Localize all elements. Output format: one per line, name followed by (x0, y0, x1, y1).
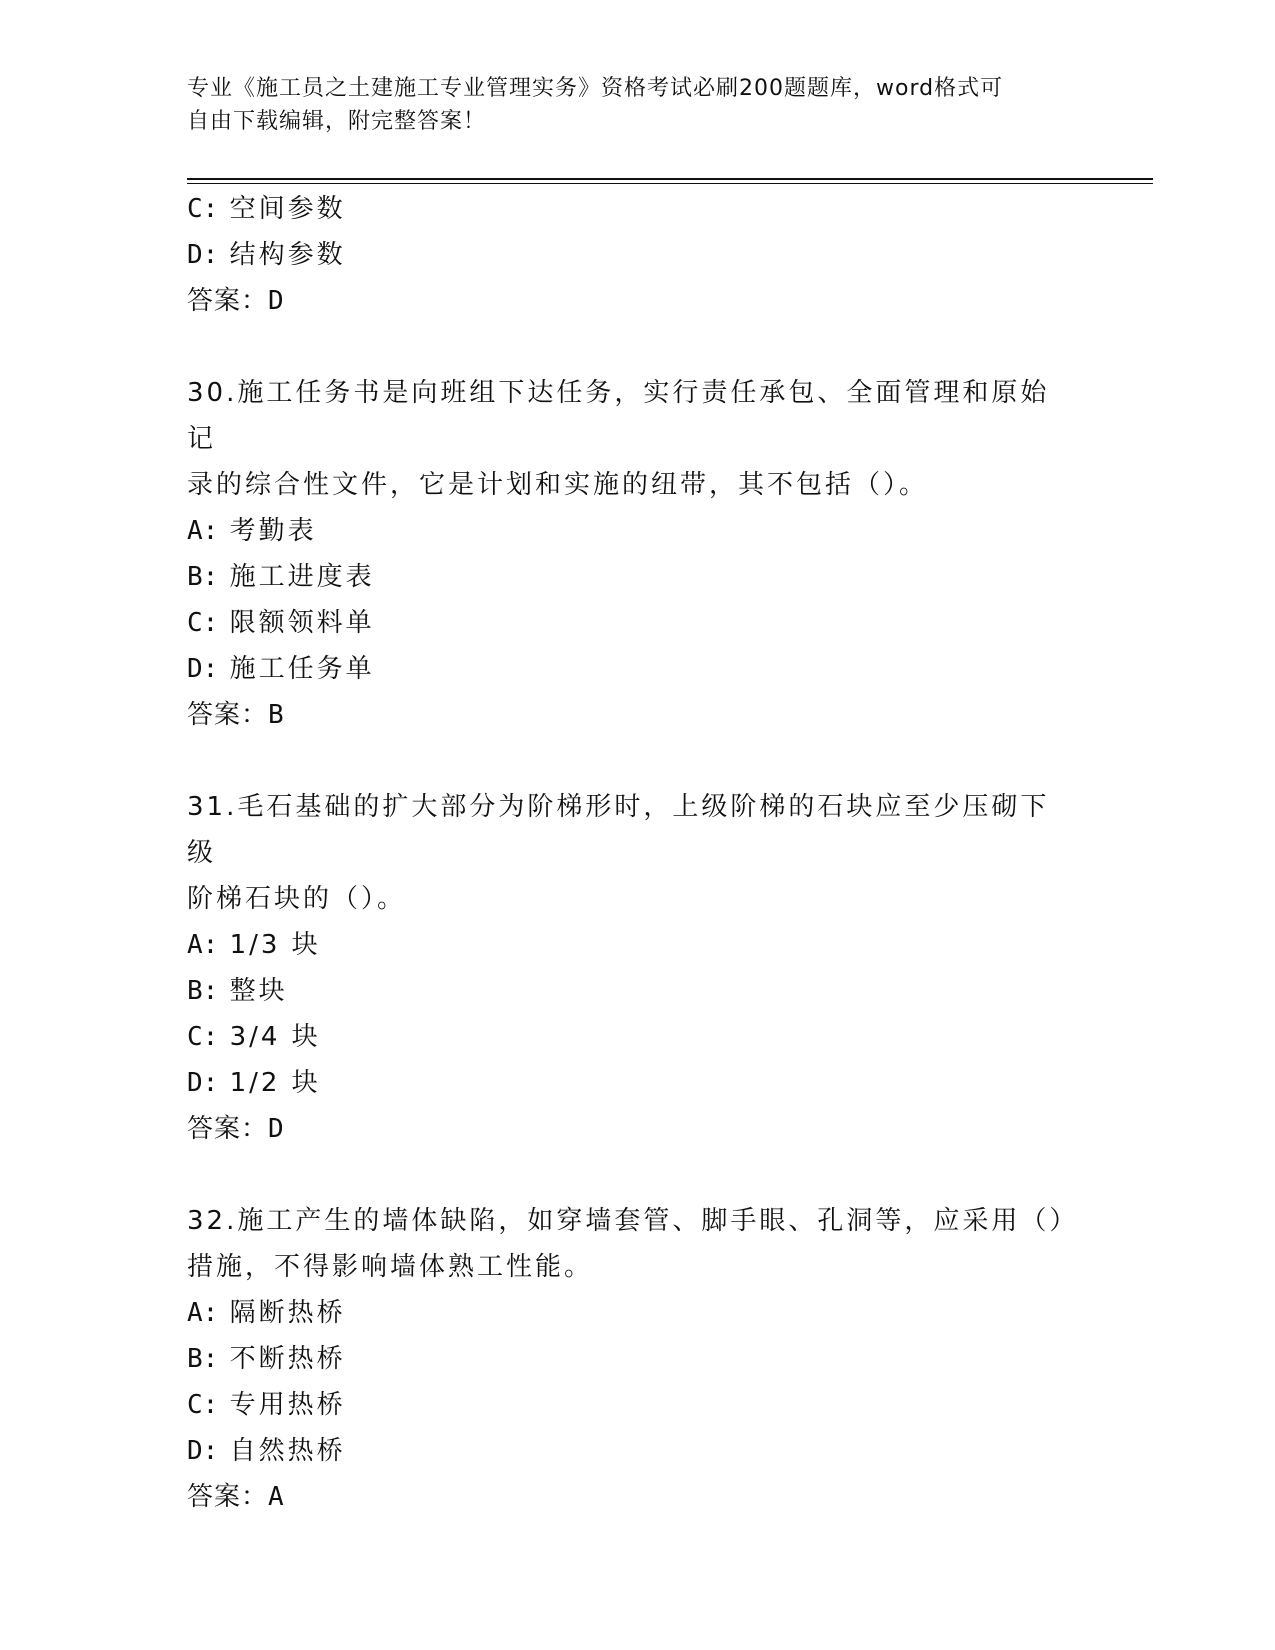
option-letter: B: (187, 562, 219, 592)
option-item (187, 508, 1087, 554)
answer-value: B (268, 700, 285, 730)
option-text: 1/2 块 (229, 1068, 321, 1098)
option-item (187, 968, 1087, 1014)
answer-label: 答案： (187, 286, 269, 316)
option-letter: A: (187, 1298, 219, 1328)
option-text: 1/3 块 (229, 930, 321, 960)
option-item (187, 554, 1087, 600)
option-letter: C: (187, 1022, 219, 1052)
question-text (187, 784, 1067, 922)
answer-line (187, 1106, 1087, 1152)
option-item (187, 186, 1087, 232)
option-item (187, 1382, 1087, 1428)
option-letter: D: (187, 240, 219, 270)
question-30 (187, 370, 1087, 738)
question-line: 30.施工任务书是向班组下达任务，实行责任承包、全面管理和原始记 (187, 378, 1050, 454)
option-item (187, 232, 1087, 278)
answer-label: 答案： (187, 1482, 269, 1512)
option-item (187, 1428, 1087, 1474)
question-text (187, 370, 1067, 508)
answer-value: D (268, 1114, 285, 1144)
question-line: 32.施工产生的墙体缺陷，如穿墙套管、脚手眼、孔洞等，应采用（） (187, 1206, 1079, 1236)
option-item (187, 600, 1087, 646)
option-text: 限额领料单 (229, 608, 375, 638)
option-text: 施工任务单 (229, 654, 375, 684)
question-line: 措施，不得影响墙体熟工性能。 (187, 1252, 594, 1282)
answer-label: 答案： (187, 700, 269, 730)
question-32 (187, 1198, 1087, 1520)
header-divider-thin (187, 183, 1153, 184)
option-letter: D: (187, 1068, 219, 1098)
option-text: 施工进度表 (229, 562, 375, 592)
option-item (187, 1060, 1087, 1106)
option-text: 专用热桥 (229, 1390, 346, 1420)
header-divider-thick (187, 178, 1153, 180)
option-item (187, 1014, 1087, 1060)
header-line-2: 自由下载编辑，附完整答案！ (187, 109, 487, 134)
question-31 (187, 784, 1087, 1152)
option-letter: B: (187, 976, 219, 1006)
option-letter: A: (187, 516, 219, 546)
question-line: 阶梯石块的（）。 (187, 884, 407, 914)
answer-label: 答案： (187, 1114, 269, 1144)
option-text: 3/4 块 (229, 1022, 321, 1052)
option-text: 自然热桥 (229, 1436, 346, 1466)
option-text: 空间参数 (229, 194, 346, 224)
option-letter: C: (187, 608, 219, 638)
option-letter: D: (187, 654, 219, 684)
option-text: 整块 (229, 976, 288, 1006)
option-item (187, 1336, 1087, 1382)
answer-value: A (268, 1482, 285, 1512)
option-letter: C: (187, 194, 219, 224)
question-text (187, 1198, 1079, 1290)
answer-value: D (268, 286, 285, 316)
option-text: 不断热桥 (229, 1344, 346, 1374)
header-line-1: 专业《施工员之土建施工专业管理实务》资格考试必刷200题题库，word格式可 (187, 76, 1004, 101)
option-letter: C: (187, 1390, 219, 1420)
question-29-continued (187, 186, 1087, 324)
option-item (187, 646, 1087, 692)
answer-line (187, 692, 1087, 738)
answer-line (187, 1474, 1087, 1520)
option-item (187, 1290, 1087, 1336)
answer-line (187, 278, 1087, 324)
page-header (187, 72, 1067, 138)
question-line: 31.毛石基础的扩大部分为阶梯形时，上级阶梯的石块应至少压砌下级 (187, 792, 1050, 868)
option-letter: B: (187, 1344, 219, 1374)
option-text: 隔断热桥 (229, 1298, 346, 1328)
option-text: 结构参数 (229, 240, 346, 270)
option-letter: D: (187, 1436, 219, 1466)
question-line: 录的综合性文件，它是计划和实施的纽带，其不包括（）。 (187, 470, 929, 500)
option-text: 考勤表 (229, 516, 317, 546)
document-body (187, 186, 1087, 1520)
option-item (187, 922, 1087, 968)
option-letter: A: (187, 930, 219, 960)
